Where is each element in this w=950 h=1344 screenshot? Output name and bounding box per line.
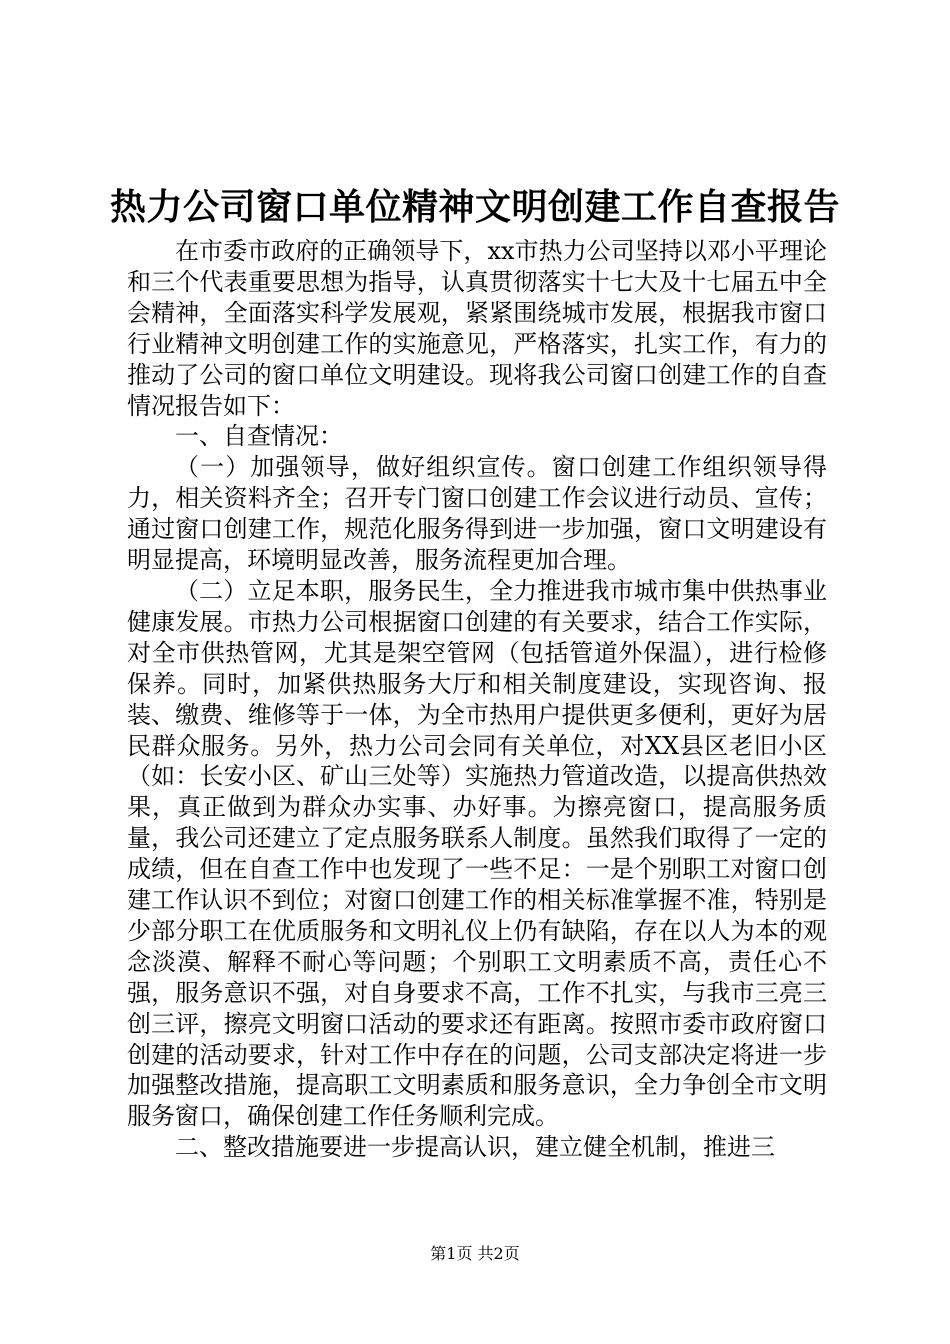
document-title: 热力公司窗口单位精神文明创建工作自查报告 [109, 187, 840, 228]
paragraph-service: （二）立足本职，服务民生，全力推进我市城市集中供热事业健康发展。市热力公司根据窗口创建的有关要求，结合工作实际，对全市供热管网，尤其是架空管网（包括管道外保温），进行检修保养。同时，加紧供热服务大厅和相关制度建设，实现咨询、报装、缴费、维修等于一体，为全市热用户提供更多便利，更好为居民群众服务。另外，热力公司会同有关单位，对XX县区老旧小区（如：长安小区、矿山三处等）实施热力管道改造，以提高供热效果，真正做到为群众办实事、办好事。为擦亮窗口，提高服务质量，我公司还建立了定点服务联系人制度。虽然我们取得了一定的成绩，但在自查工作中也发现了一些不足：一是个别职工对窗口创建工作认识不到位；对窗口创建工作的相关标准掌握不准，特别是少部分职工在优质服务和文明礼仪上仍有缺陷，存在以人为本的观念淡漠、解释不耐心等问题；个别职工文明素质不高，责任心不强，服务意识不强，对自身要求不高，工作不扎实，与我市三亮三创三评，擦亮文明窗口活动的要求还有距离。按照市委市政府窗口创建的活动要求，针对工作中存在的问题，公司支部决定将进一步加强整改措施，提高职工文明素质和服务意识，全力争创全市文明服务窗口，确保创建工作任务顺利完成。 [127, 576, 827, 1131]
paragraph-leadership: （一）加强领导，做好组织宣传。窗口创建工作组织领导得力，相关资料齐全；召开专门窗口创建工作会议进行动员、宣传；通过窗口创建工作，规范化服务得到进一步加强，窗口文明建设有明显提高，环境明显改善，服务流程更加合理。 [127, 453, 827, 575]
section-heading-rectification: 二、整改措施要进一步提高认识，建立健全机制，推进三 [175, 1133, 775, 1162]
intro-paragraph: 在市委市政府的正确领导下，xx市热力公司坚持以邓小平理论和三个代表重要思想为指导，认真贯彻落实十七大及十七届五中全会精神，全面落实科学发展观，紧紧围绕城市发展，根据我市窗口行业精神文明创建工作的实施意见，严格落实，扎实工作，有力的推动了公司的窗口单位文明建设。现将我公司窗口创建工作的自查情况报告如下： [127, 237, 827, 420]
page-footer: 第1页 共2页 [430, 1244, 520, 1263]
section-heading-self-check: 一、自查情况： [175, 422, 343, 451]
document-body [127, 236, 827, 1163]
